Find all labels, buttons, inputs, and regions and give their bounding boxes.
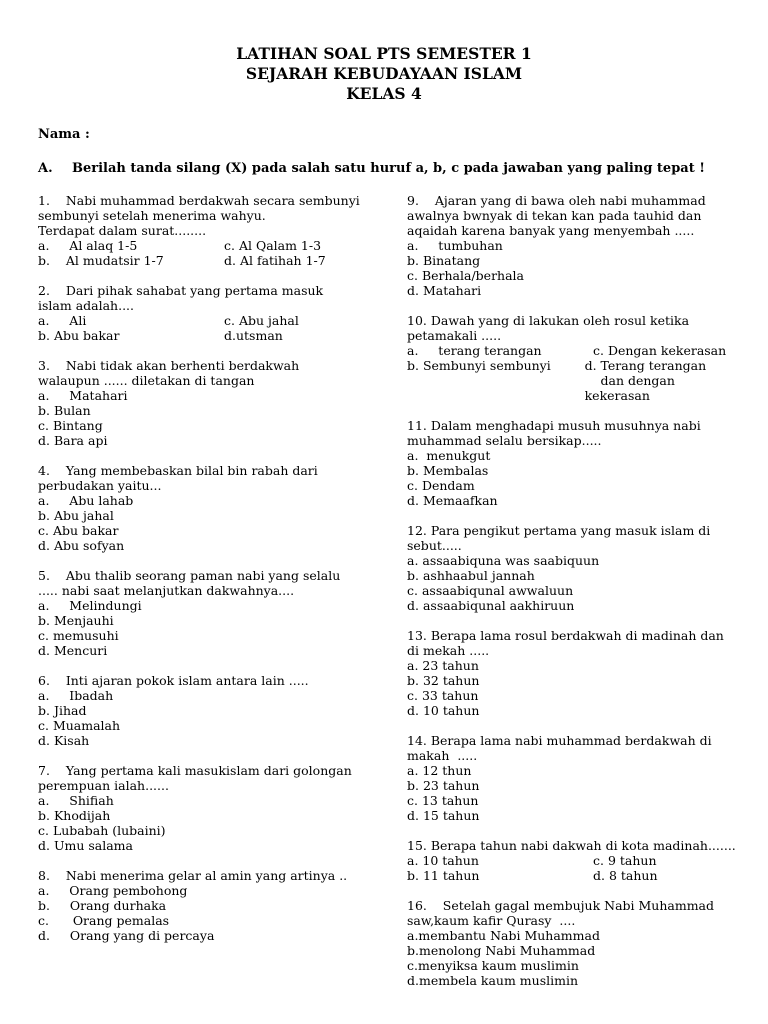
question-item [407,418,737,508]
question-text: 13. Berapa lama rosul berdakwah di madinah dan di mekah ..... [407,628,728,658]
option-row [407,343,737,358]
right-question-column [407,193,737,1003]
answer-option: b. Jihad [38,703,87,718]
answer-option: a. 23 tahun [407,658,479,673]
answer-option: d. Bara api [38,433,108,448]
answer-option: c. 13 tahun [407,793,479,808]
section-label: A. [38,161,53,176]
header-title: LATIHAN SOAL PTS SEMESTER 1 [236,44,532,63]
answer-option: b. Abu bakar [38,328,120,343]
answer-option: c. assaabiqunal awwaluun [407,583,574,598]
instruction-text: Berilah tanda silang (X) pada salah satu huruf a, b, c pada jawaban yang paling tepat ! [72,161,705,176]
question-text: 11. Dalam menghadapi musuh musuhnya nabi muhammad selalu bersikap..... [407,418,705,448]
answer-option: c. Abu jahal [224,313,299,328]
question-text: 14. Berapa lama nabi muhammad berdakwah di makah ..... [407,733,716,763]
answer-option: d. Memaafkan [407,493,498,508]
answer-option: d. 10 tahun [407,703,480,718]
answer-option: c. 33 tahun [407,688,479,703]
answer-option: d. 15 tahun [407,808,480,823]
answer-option: b. Bulan [38,403,91,418]
answer-option: c. Orang pemalas [38,913,170,928]
question-item [407,523,737,613]
answer-option: c. Al Qalam 1-3 [224,238,322,253]
answer-option: c. Berhala/berhala [407,268,524,283]
answer-option: a. Ali [38,313,87,328]
answer-option: c. Bintang [38,418,103,433]
question-item [407,193,737,298]
question-item [38,358,360,448]
option-row [38,313,360,328]
answer-option: d. Al fatihah 1-7 [224,253,326,268]
answer-option: a. 10 tahun [407,853,479,868]
question-text: 9. Ajaran yang di bawa oleh nabi muhammad awalnya bwnyak di tekan kan pada tauhid dan aqaidah karena banyak yang menyembah ..... [407,193,710,238]
question-item [407,838,737,883]
answer-option: c. 9 tahun [593,853,657,868]
answer-option: d. Terang terangan dan dengan kekerasan [584,358,707,403]
question-item [38,763,360,853]
answer-option: b. Membalas [407,463,489,478]
question-item [38,283,360,343]
question-item [407,313,737,403]
question-text: 7. Yang pertama kali masukislam dari golongan perempuan ialah...... [38,763,356,793]
answer-option: a. Abu lahab [38,493,134,508]
header-subject: SEJARAH KEBUDAYAAN ISLAM [245,64,523,83]
answer-option: d. Mencuri [38,643,108,658]
question-text: 15. Berapa tahun nabi dakwah di kota madinah....... [407,838,736,853]
left-question-column [38,193,360,958]
option-row [407,868,737,883]
question-text: 10. Dawah yang di lakukan oleh rosul ketika petamakali ..... [407,313,694,343]
option-row [38,328,360,343]
answer-option: a. tumbuhan [407,238,503,253]
answer-option: b. Menjauhi [38,613,114,628]
name-label: Nama : [38,127,90,142]
answer-option: a. terang terangan [407,343,542,358]
answer-option: c. Muamalah [38,718,121,733]
answer-option: d.utsman [224,328,283,343]
answer-option: a. Shifiah [38,793,114,808]
answer-option: b.menolong Nabi Muhammad [407,943,596,958]
answer-option: b. 11 tahun [407,868,480,883]
option-row [407,853,737,868]
answer-option: b. Khodijah [38,808,111,823]
answer-option: b. Abu jahal [38,508,114,523]
question-text: 1. Nabi muhammad berdakwah secara sembunyi sembunyi setelah menerima wahyu. Terdapat dalam surat........ [38,193,360,238]
answer-option: a. assaabiquna was saabiquun [407,553,600,568]
question-item [38,463,360,553]
answer-option: a. Ibadah [38,688,114,703]
question-text: 5. Abu thalib seorang paman nabi yang selalu ..... nabi saat melanjutkan dakwahnya.... [38,568,345,598]
answer-option: b. Binatang [407,253,481,268]
answer-option: a. Matahari [38,388,128,403]
question-item [407,898,737,988]
option-row [407,358,737,403]
answer-option: d. Orang yang di percaya [38,928,215,943]
question-item [38,868,360,943]
answer-option: d. Kisah [38,733,90,748]
question-text: 2. Dari pihak sahabat yang pertama masuk islam adalah.... [38,283,328,313]
answer-option: b. 23 tahun [407,778,480,793]
answer-option: b. Al mudatsir 1-7 [38,253,164,268]
answer-option: d.membela kaum muslimin [407,973,579,988]
question-item [38,568,360,658]
answer-option: c. Lubabah (lubaini) [38,823,166,838]
question-text: 6. Inti ajaran pokok islam antara lain ..... [38,673,309,688]
question-text: 12. Para pengikut pertama yang masuk islam di sebut..... [407,523,715,553]
answer-option: a. Orang pembohong [38,883,188,898]
question-item [407,628,737,718]
header-class: KELAS 4 [346,84,422,103]
answer-option: b. Sembunyi sembunyi [407,358,551,373]
answer-option: a. 12 thun [407,763,472,778]
question-item [407,733,737,823]
answer-option: a. Al alaq 1-5 [38,238,138,253]
question-text: 8. Nabi menerima gelar al amin yang artinya .. [38,868,348,883]
answer-option: d. assaabiqunal aakhiruun [407,598,575,613]
option-row [38,253,360,268]
question-item [38,193,360,268]
answer-option: c. Dengan kekerasan [593,343,727,358]
answer-option: c.menyiksa kaum muslimin [407,958,579,973]
answer-option: a.membantu Nabi Muhammad [407,928,600,943]
question-text: 3. Nabi tidak akan berhenti berdakwah walaupun ...... diletakan di tangan [38,358,304,388]
question-item [38,673,360,748]
answer-option: c. memusuhi [38,628,119,643]
question-text: 16. Setelah gagal membujuk Nabi Muhammad saw,kaum kafir Qurasy .... [407,898,718,928]
option-row [38,238,360,253]
section-instruction [38,161,705,176]
answer-option: c. Abu bakar [38,523,119,538]
answer-option: b. ashhaabul jannah [407,568,535,583]
answer-option: c. Dendam [407,478,475,493]
answer-option: d. Matahari [407,283,482,298]
answer-option: a. Melindungi [38,598,142,613]
answer-option: b. Orang durhaka [38,898,167,913]
answer-option: d. Umu salama [38,838,133,853]
answer-option: a. menukgut [407,448,491,463]
answer-option: b. 32 tahun [407,673,480,688]
answer-option: d. 8 tahun [593,868,658,883]
worksheet-header [0,44,768,104]
question-text: 4. Yang membebaskan bilal bin rabah dari perbudakan yaitu... [38,463,322,493]
answer-option: d. Abu sofyan [38,538,125,553]
